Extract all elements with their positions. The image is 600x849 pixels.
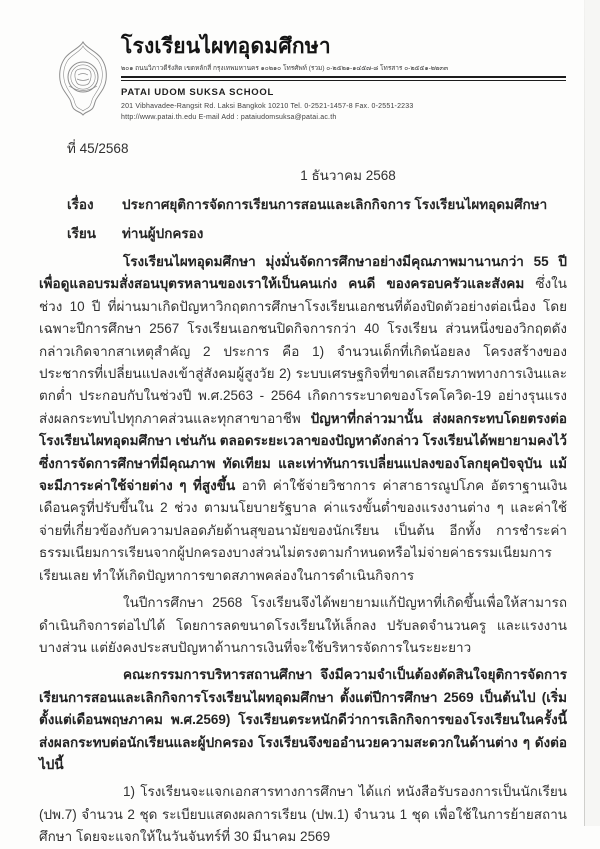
paragraph-segment: ในปีการศึกษา 2568 โรงเรียนจึงได้พยายามแก้ปัญหาที่เกิดขึ้นเพื่อให้สามารถดำเนินกิจการต่อไปได้ โดยการลดขนาดโรงเรียนให้เล็กลง ปรับลดจำนวนครู และแรงงานบางส่วน แต่ยังคงประสบปัญหาด้านการเงินที่จะใช้บริหารจัดการในระยะยาว	[39, 595, 567, 655]
paragraph	[39, 781, 567, 848]
paragraph-segment: อาทิ ค่าใช้จ่ายวิชาการ ค่าสาธารณูปโภค อัตราฐานเงินเดือนครูที่ปรับขึ้นใน 2 ช่วง ตามนโยบายรัฐบาล ค่าแรงขั้นต่ำของแรงงานต่าง ๆ และค่าใช้จ่ายที่เกี่ยวข้องกับความปลอดภัยด้านสุขอนามัยของนักเรียน เป็นต้น อีกทั้ง การชำระค่าธรรมเนียมการเรียนจากผู้ปกครองบางส่วนไม่ตรงตามกำหนดหรือไม่จ่ายค่าธรรมเนียมการเรียนเลย ทำให้เกิดปัญหาการขาดสภาพคล่องในการดำเนินกิจการ	[39, 478, 567, 583]
school-emblem-logo	[56, 40, 110, 116]
school-name-english: PATAI UDOM SUKSA SCHOOL	[121, 87, 274, 98]
paragraph-segment-bold: ปัญหาที่กล่าวมานั้น ส่งผลกระทบโดยตรงต่อโรงเรียนไผทอุดมศึกษา เช่นกัน ตลอดระยะเวลาของปัญหาดังกล่าว โรงเรียนได้พยายามคงไว้ซึ่งการจัดการศึกษาที่มีคุณภาพ ทัดเทียม และเท่าทันการเปลี่ยนแปลงของโลกยุคปัจจุบัน แม้จะมีภาระค่าใช้จ่ายต่าง ๆ ที่สูงขึ้น	[39, 410, 567, 494]
school-address-english: 201 Vibhavadee-Rangsit Rd. Laksi Bangkok 10210 Tel. 0-2521-1457-8 Fax. 0-2551-2233	[121, 103, 414, 110]
scan-edge-line	[584, 0, 585, 826]
paragraph	[39, 251, 567, 587]
letterhead-text	[121, 34, 566, 121]
paragraph-segment-bold: โรงเรียนไผทอุดมศึกษา มุ่งมั่นจัดการศึกษาอย่างมีคุณภาพมานานกว่า 55 ปี เพื่อดูแลอบรมสั่งสอนบุตรหลานของเราให้เป็นคนเก่ง คนดี ของครอบครัวและสังคม	[39, 254, 567, 292]
paragraph	[39, 664, 567, 776]
scan-edge-strip	[585, 0, 600, 826]
school-name-thai: โรงเรียนไผทอุดมศึกษา	[121, 35, 331, 58]
recipient-text: ท่านผู้ปกครอง	[122, 226, 204, 241]
subject-row	[67, 193, 566, 215]
reference-number: ที่ 45/2568	[67, 141, 129, 156]
paragraph	[39, 592, 567, 659]
recipient-label: เรียน	[67, 226, 97, 241]
letterhead-divider	[121, 76, 566, 81]
subject-text: ประกาศยุติการจัดการเรียนการสอนและเลิกกิจการ โรงเรียนไผทอุดมศึกษา	[122, 197, 548, 212]
paragraph-segment: ซึ่งในช่วง 10 ปี ที่ผ่านมาเกิดปัญหาวิกฤตการศึกษาโรงเรียนเอกชนที่ต้องปิดตัวอย่างต่อเนื่อง โดยเฉพาะปีการศึกษา 2567 โรงเรียนเอกชนปิดกิจการกว่า 40 โรงเรียน ส่วนหนึ่งของวิกฤตดังกล่าวเกิดจากสาเหตุสำคัญ 2 ประการ คือ 1) จำนวนเด็กที่เกิดน้อยลง โครงสร้างของประชากรที่เปลี่ยนแปลงเข้าสู่สังคมผู้สูงวัย 2) ระบบเศรษฐกิจที่ขาดเสถียรภาพทางการเงินและตกต่ำ ประกอบกับในช่วงปี พ.ศ.2563 - 2564 เกิดการระบาดของโรคโควิด-19 อย่างรุนแรง ส่งผลกระทบไปทุกภาคส่วนและทุกสาขาอาชีพ	[39, 276, 567, 426]
paragraph-segment-bold: คณะกรรมการบริหารสถานศึกษา จึงมีความจำเป็นต้องตัดสินใจยุติการจัดการเรียนการสอนและเลิกกิจการโรงเรียนไผทอุดมศึกษา ตั้งแต่ปีการศึกษา 2569 เป็นต้นไป (เริ่มตั้งแต่เดือนพฤษภาคม พ.ศ.2569) โรงเรียนตระหนักดีว่าการเลิกกิจการของโรงเรียนในครั้งนี้ ส่งผลกระทบต่อนักเรียนและผู้ปกครอง โรงเรียนจึงขออำนวยความสะดวกในด้านต่าง ๆ ดังต่อไปนี้	[39, 667, 567, 772]
school-web-email: http://www.patai.th.edu E-mail Add : pataiudomsuksa@patai.ac.th	[121, 114, 337, 121]
school-address-thai: ๒๐๑ ถนนวิภาวดีรังสิต เขตหลักสี่ กรุงเทพมหานคร ๑๐๒๑๐ โทรศัพท์ (รวม) ๐-๒๕๒๑-๑๔๕๗-๘ โทรสาร ๐-๒๕๕๑-๒๒๓๓	[121, 65, 449, 72]
letter-date-row	[0, 164, 600, 186]
school-emblem-icon	[56, 40, 110, 116]
recipient-row	[67, 222, 566, 244]
letterhead	[0, 0, 600, 121]
letter-date: 1 ธันวาคม 2568	[300, 168, 396, 183]
paragraph-segment: 1) โรงเรียนจะแจกเอกสารทางการศึกษา ได้แก่ หนังสือรับรองการเป็นนักเรียน (ปพ.7) จำนวน 2 ชุด ระเบียบแสดงผลการเรียน (ปพ.1) จำนวน 1 ชุด เพื่อใช้ในการย้ายสถานศึกษา โดยจะแจกให้ในวันจันทร์ที่ 30 มีนาคม 2569	[39, 784, 567, 845]
letter-body	[39, 251, 567, 849]
subject-label: เรื่อง	[67, 197, 94, 212]
